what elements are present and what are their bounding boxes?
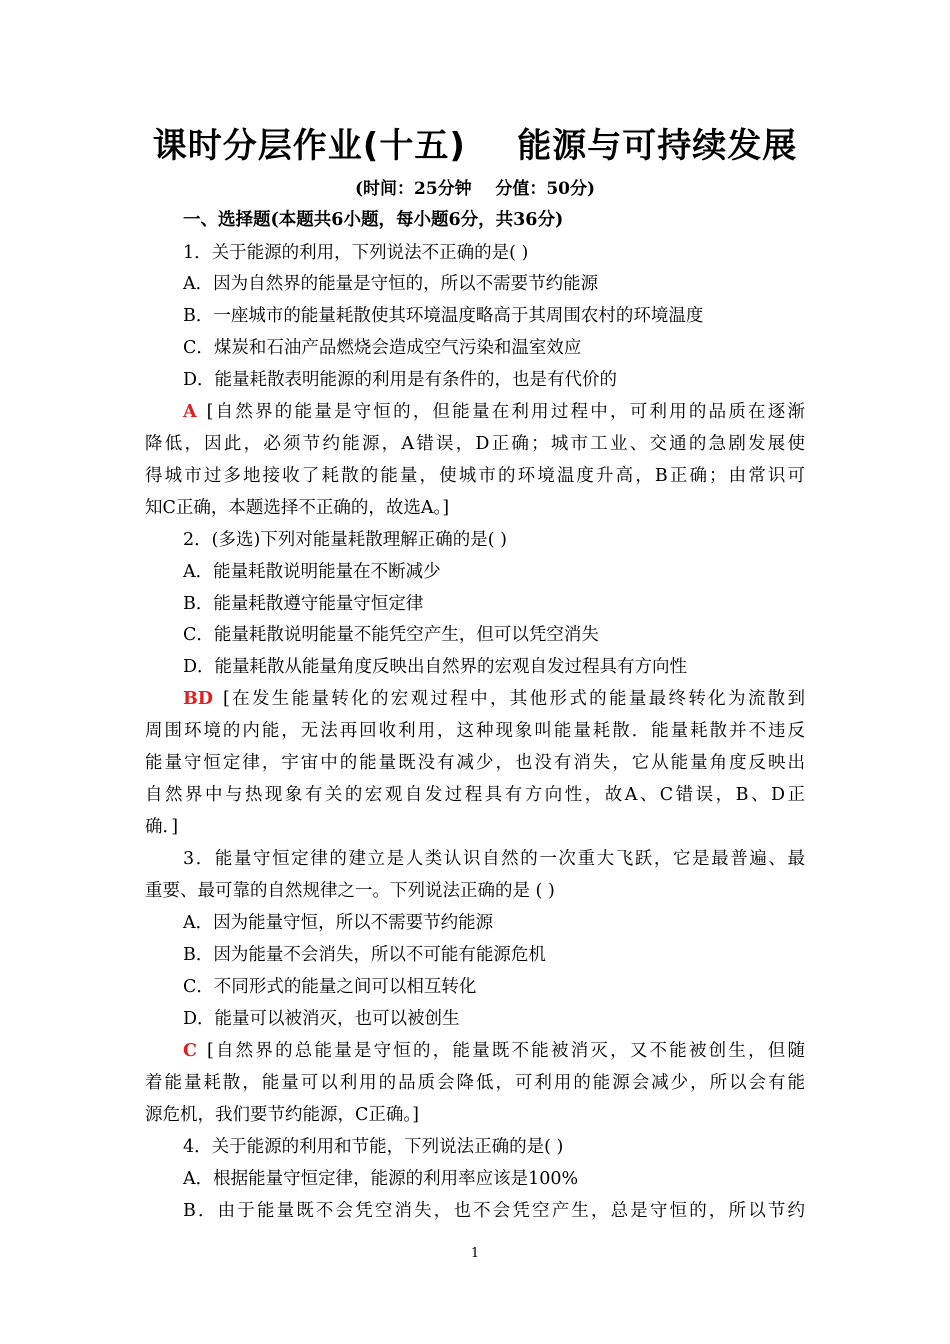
question-3-stem-line-1: 3．能量守恒定律的建立是人类认识自然的一次重大飞跃，它是最普遍、最 [183,849,805,869]
question-2-explanation-line-2: 周围环境的内能，无法再回收利用，这种现象叫能量耗散．能量耗散并不违反 [145,721,805,741]
question-3-stem-line-2: 重要、最可靠的自然规律之一。下列说法正确的是 ( ) [145,881,555,901]
page-number: 1 [470,1246,480,1261]
question-2-explanation-line-4: 自然界中与热现象有关的宏观自发过程具有方向性，故A、C错误，B、D正 [145,785,805,805]
question-1-explanation-line-1: A [自然界的能量是守恒的，但能量在利用过程中，可利用的品质在逐渐 [183,402,805,422]
question-1-explanation-line-3: 得城市过多地接收了耗散的能量，使城市的环境温度升高，B正确；由常识可 [145,466,805,486]
time-score-info: (时间：25分钟 分值：50分) [354,179,596,199]
question-2-answer: BD [183,689,213,709]
question-1-stem: 1．关于能源的利用，下列说法不正确的是( ) [183,243,529,263]
question-2-stem: 2．(多选)下列对能量耗散理解正确的是( ) [183,530,508,550]
page-title: 课时分层作业(十五) 能源与可持续发展 [152,126,798,166]
question-3-option-d: D．能量可以被消灭，也可以被创生 [183,1009,460,1029]
question-3-explanation-line-3: 源危机，我们要节约能源，C正确。] [145,1105,419,1125]
question-1-explanation-line-4: 知C正确，本题选择不正确的，故选A。] [145,498,450,518]
question-4-option-a: A．根据能量守恒定律，能源的利用率应该是100% [183,1169,579,1189]
question-3-option-a: A．因为能量守恒，所以不需要节约能源 [183,913,494,933]
question-1-option-b: B．一座城市的能量耗散使其环境温度略高于其周围农村的环境温度 [183,306,704,326]
question-2-option-d: D．能量耗散从能量角度反映出自然界的宏观自发过程具有方向性 [183,657,688,677]
question-2-option-a: A．能量耗散说明能量在不断减少 [183,562,441,582]
question-1-option-a: A．因为自然界的能量是守恒的，所以不需要节约能源 [183,274,599,294]
question-3-explanation-line-1: C [自然界的总能量是守恒的，能量既不能被消灭，又不能被创生，但随 [183,1041,805,1061]
question-2-explanation-line-5: 确．] [145,817,179,837]
question-1-option-c: C．煤炭和石油产品燃烧会造成空气污染和温室效应 [183,338,582,358]
question-1-explanation-line-2: 降低，因此，必须节约能源，A错误，D正确；城市工业、交通的急剧发展使 [145,434,805,454]
question-1-option-d: D．能量耗散表明能源的利用是有条件的，也是有代价的 [183,370,618,390]
question-3-option-c: C．不同形式的能量之间可以相互转化 [183,977,477,997]
question-3-answer: C [183,1041,197,1061]
question-4-stem: 4．关于能源的利用和节能，下列说法正确的是( ) [183,1137,564,1157]
question-3-option-b: B．因为能量不会消失，所以不可能有能源危机 [183,945,546,965]
question-4-option-b: B．由于能量既不会凭空消失，也不会凭空产生，总是守恒的，所以节约 [183,1201,805,1221]
question-1-answer: A [183,402,197,422]
question-2-explanation-line-1: BD [在发生能量转化的宏观过程中，其他形式的能量最终转化为流散到 [183,689,805,709]
question-2-explanation-line-3: 能量守恒定律，宇宙中的能量既没有减少，也没有消失，它从能量角度反映出 [145,753,805,773]
question-2-option-c: C．能量耗散说明能量不能凭空产生，但可以凭空消失 [183,625,599,645]
question-2-option-b: B．能量耗散遵守能量守恒定律 [183,594,424,614]
section-heading: 一、选择题(本题共6小题，每小题6分，共36分) [183,210,564,230]
question-3-explanation-line-2: 着能量耗散，能量可以利用的品质会降低，可利用的能源会减少，所以会有能 [145,1073,805,1093]
